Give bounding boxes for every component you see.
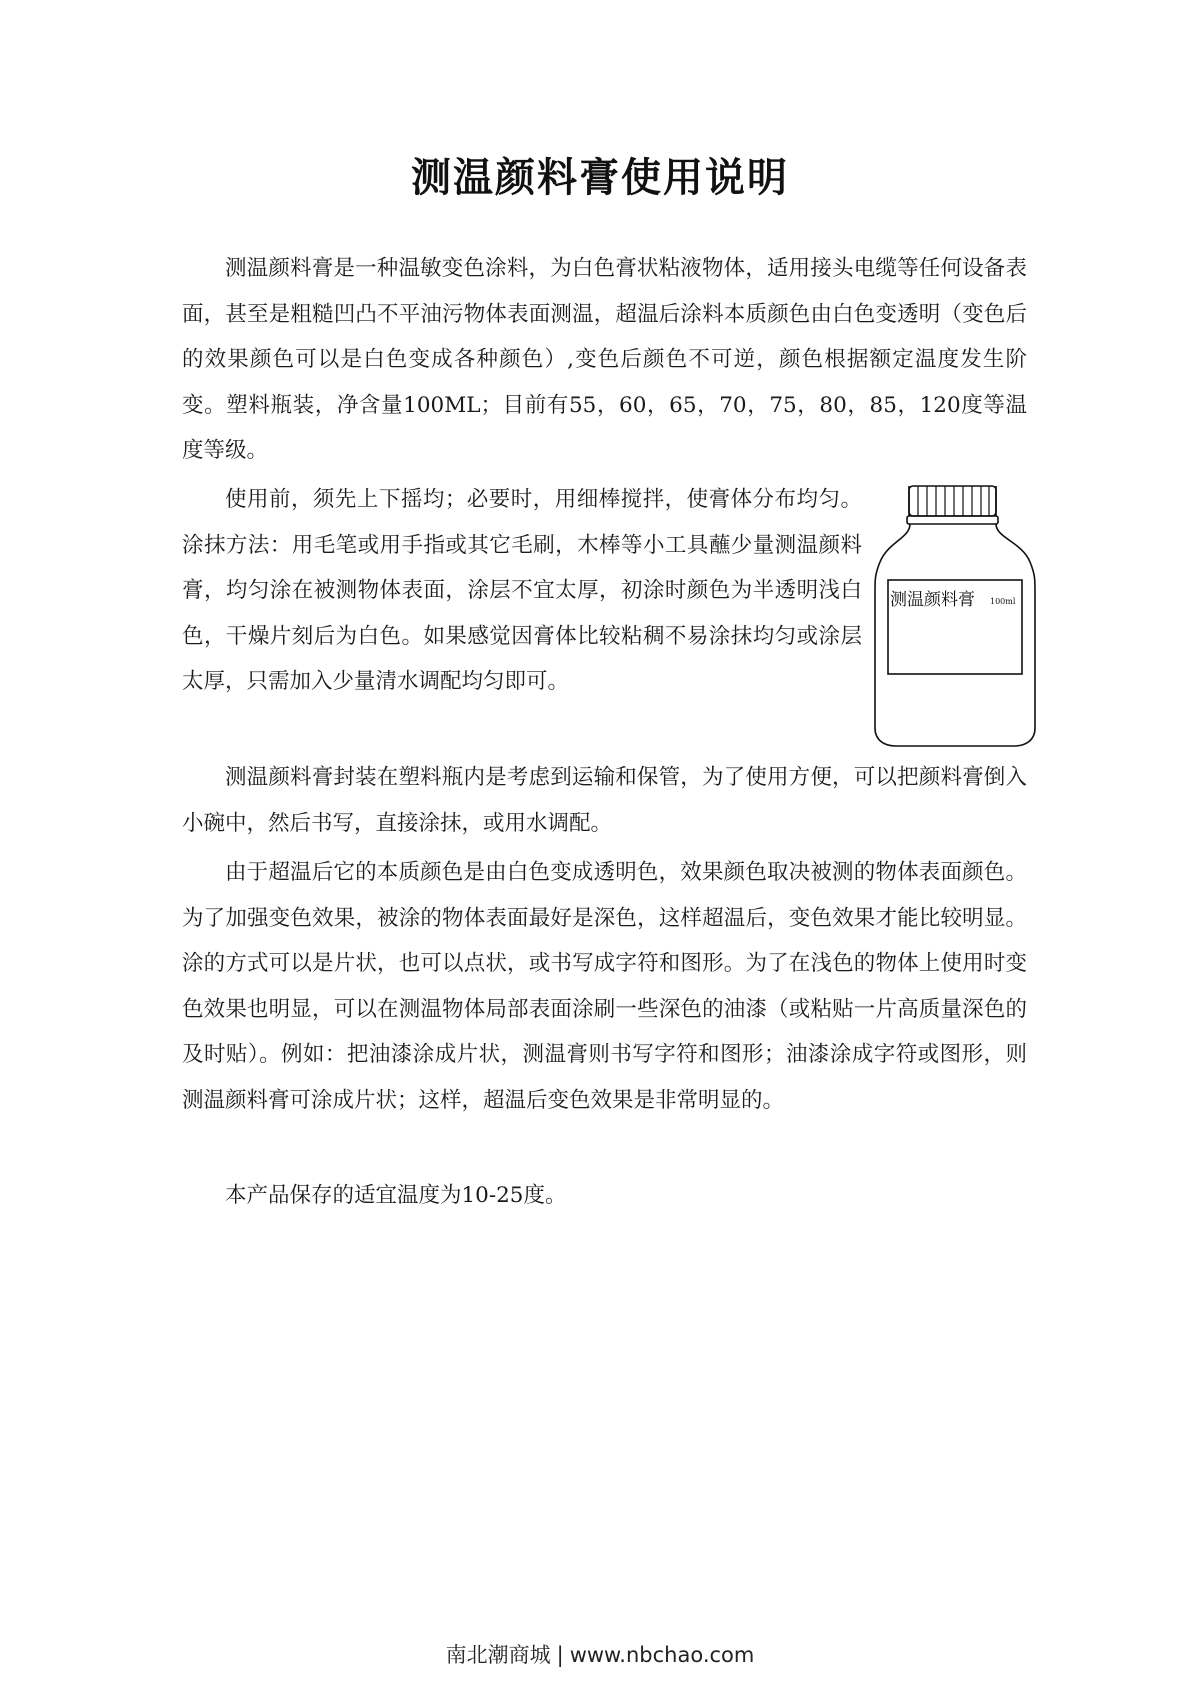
footer-site-name: 南北潮商城 (445, 1643, 551, 1667)
footer (0, 1641, 1200, 1669)
paragraph-storage-temperature: 本产品保存的适宜温度为10-25度。 (225, 1183, 567, 1208)
footer-separator: | (556, 1643, 564, 1667)
paragraph-color-effect: 由于超温后它的本质颜色是由白色变成透明色，效果颜色取决被测的物体表面颜色。为了加强变色效果，被涂的物体表面最好是深色，这样超温后，变色效果才能比较明显。涂的方式可以是片状，也可以点状，或书写成字符和图形。为了在浅色的物体上使用时变色效果也明显，可以在测温物体局部表面涂刷一些深色的油漆（或粘贴一片高质量深色的及时贴）。例如：把油漆涂成片状，测温膏则书写字符和图形；油漆涂成字符或图形，则测温颜料膏可涂成片状；这样，超温后变色效果是非常明显的。 (182, 860, 1027, 1113)
paragraph-intro: 测温颜料膏是一种温敏变色涂料，为白色膏状粘液物体，适用接头电缆等任何设备表面，甚至是粗糙凹凸不平油污物体表面测温，超温后涂料本质颜色由白色变透明（变色后的效果颜色可以是白色变成各种颜色）,变色后颜色不可逆，颜色根据额定温度发生阶变。塑料瓶装，净含量100ML；目前有55，60，65，70，75，80，85，120度等温度等级。 (182, 256, 1027, 463)
footer-url-link[interactable]: www.nbchao.com (569, 1643, 755, 1667)
bottle-label-volume: 100ml (990, 597, 1016, 606)
paragraph-usage: 使用前，须先上下摇均；必要时，用细棒搅拌，使膏体分布均匀。涂抹方法：用毛笔或用手指或其它毛刷，木棒等小工具蘸少量测温颜料膏，均匀涂在被测物体表面，涂层不宜太厚，初涂时颜色为半透明浅白色，干燥片刻后为白色。如果感觉因膏体比较粘稠不易涂抹均匀或涂层太厚，只需加入少量清水调配均匀即可。 (182, 487, 862, 694)
bottle-label-name: 测温颜料膏 (890, 590, 975, 610)
paragraph-storage-note: 测温颜料膏封装在塑料瓶内是考虑到运输和保管，为了使用方便，可以把颜料膏倒入小碗中，然后书写，直接涂抹，或用水调配。 (182, 765, 1027, 836)
bottle-icon (870, 480, 1040, 750)
page-title: 测温颜料膏使用说明 (411, 155, 789, 201)
